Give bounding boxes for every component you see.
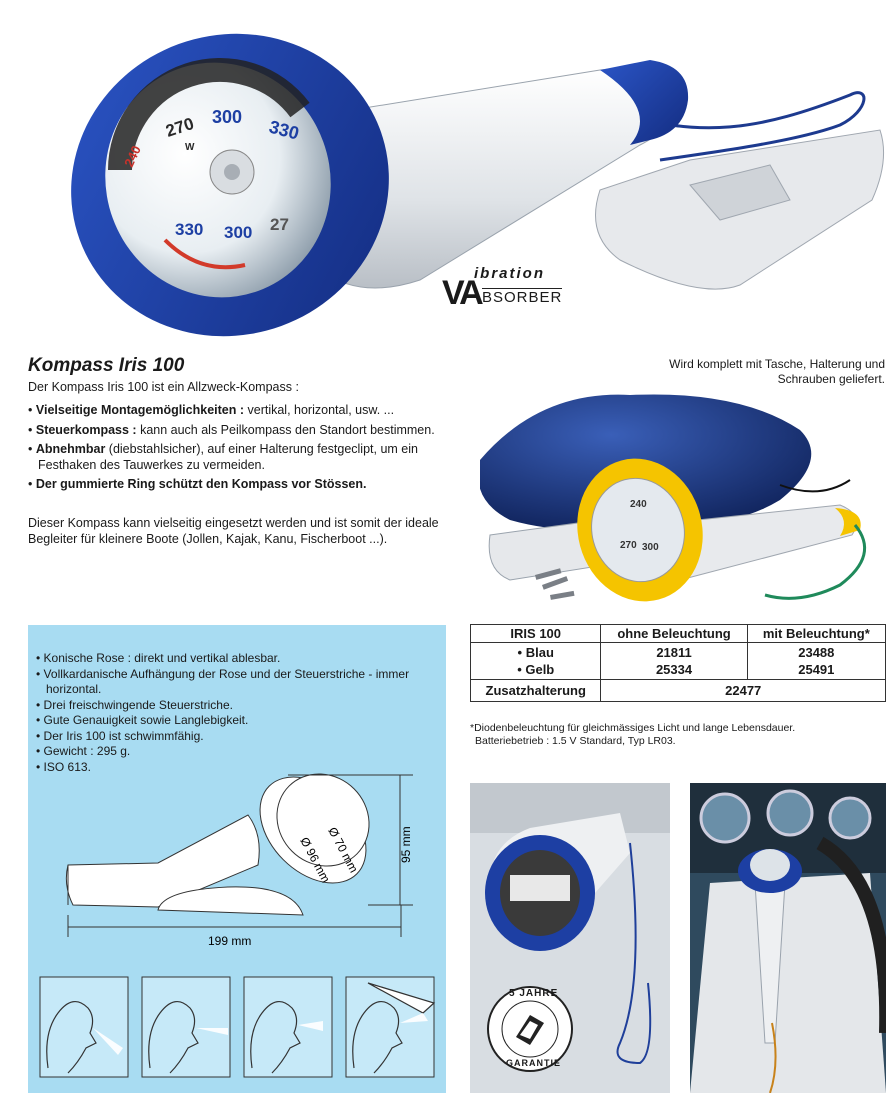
list-item: • Steuerkompass : kann auch als Peilkompass den Standort bestimmen. (28, 422, 435, 437)
bag-dial-270: 270 (620, 540, 637, 551)
article-number-cell: 23488 25491 (747, 643, 885, 680)
list-item: • Vielseitige Montagemöglichkeiten : vertikal, horizontal, usw. ... (28, 403, 395, 417)
warranty-top-text: 5 JAHRE (509, 988, 559, 999)
list-item: • Konische Rose : direkt und vertikal ablesbar. (36, 651, 281, 665)
dial-270: 270 (163, 113, 197, 141)
accessory-label: Zusatzhalterung (471, 680, 601, 702)
dim-outer-diameter: Ø 96 mm (297, 834, 333, 885)
list-item: • Der gummierte Ring schützt den Kompass vor Stössen. (28, 477, 367, 491)
usage-pictograms (38, 973, 438, 1083)
dim-inner-diameter: Ø 70 mm (325, 824, 361, 875)
variant-cell: • Blau • Gelb (471, 643, 601, 680)
list-item: • Gute Genauigkeit sowie Langlebigkeit. (36, 713, 249, 727)
col-header-model: IRIS 100 (471, 625, 601, 643)
bag-dial-240: 240 (630, 499, 647, 510)
footnote: *Diodenbeleuchtung für gleichmässiges Licht und lange Lebensdauer. Batteriebetrieb : 1.5 V Standard, Typ LR03. (470, 722, 796, 747)
vibration-absorber-logo (436, 262, 576, 310)
dial-bottom-270: 27 (270, 215, 289, 234)
article-number-cell: 21811 25334 (601, 643, 747, 680)
pictogram-2 (142, 977, 230, 1077)
table-row (471, 680, 886, 702)
logo-line2: BSORBER (482, 289, 563, 306)
product-title: Kompass Iris 100 (28, 355, 185, 376)
col-header-with-light: mit Beleuchtung* (747, 625, 885, 643)
bag-dial-300: 300 (642, 542, 659, 553)
warranty-badge (486, 985, 574, 1073)
dial-bottom-330: 330 (175, 220, 204, 239)
dial-w: W (185, 142, 195, 153)
bag-compass-image (480, 390, 885, 615)
list-item: • Drei freischwingende Steuerstriche. (36, 697, 233, 712)
dimension-drawing (28, 755, 446, 945)
list-item: • Der Iris 100 ist schwimmfähig. (36, 728, 204, 743)
list-item: • Gewicht : 295 g. (36, 744, 131, 758)
dial-330: 330 (266, 116, 302, 144)
feature-list (28, 403, 448, 497)
dial-240: 240 (121, 143, 144, 170)
logo-initial: VA (442, 274, 481, 312)
list-item: • Vollkardanische Aufhängung der Rose und der Steuerstriche - immer horizontal. (36, 666, 410, 696)
price-table (470, 624, 886, 702)
pictogram-1 (40, 977, 128, 1077)
list-item: • Abnehmbar (diebstahlsicher), auf einer Halterung festgeclipt, um ein Festhaken des Tauwerkes zu vermeiden. (28, 442, 418, 472)
product-description: Dieser Kompass kann vielseitig eingesetzt werden und ist somit der ideale Begleiter für kleinere Boote (Jollen, Kajak, Kanu, Fischerboot ...). (28, 516, 439, 546)
dim-height: 95 mm (399, 826, 413, 863)
delivery-note: Wird komplett mit Tasche, Halterung und Schrauben geliefert. (669, 357, 885, 386)
product-intro: Der Kompass Iris 100 ist ein Allzweck-Kompass : (28, 380, 299, 394)
installation-photo-helm (690, 783, 886, 1093)
dial-300: 300 (212, 107, 243, 127)
accessory-number: 22477 (601, 680, 886, 702)
warranty-bottom-text: GARANTIE (506, 1058, 561, 1068)
table-row (471, 643, 886, 680)
dial-bottom-300: 300 (224, 223, 253, 242)
mount-bracket (596, 130, 884, 289)
list-item: • ISO 613. (36, 759, 91, 774)
logo-line1: ibration (474, 265, 545, 282)
table-row (471, 625, 886, 643)
col-header-without-light: ohne Beleuchtung (601, 625, 747, 643)
dim-length: 199 mm (208, 934, 252, 945)
